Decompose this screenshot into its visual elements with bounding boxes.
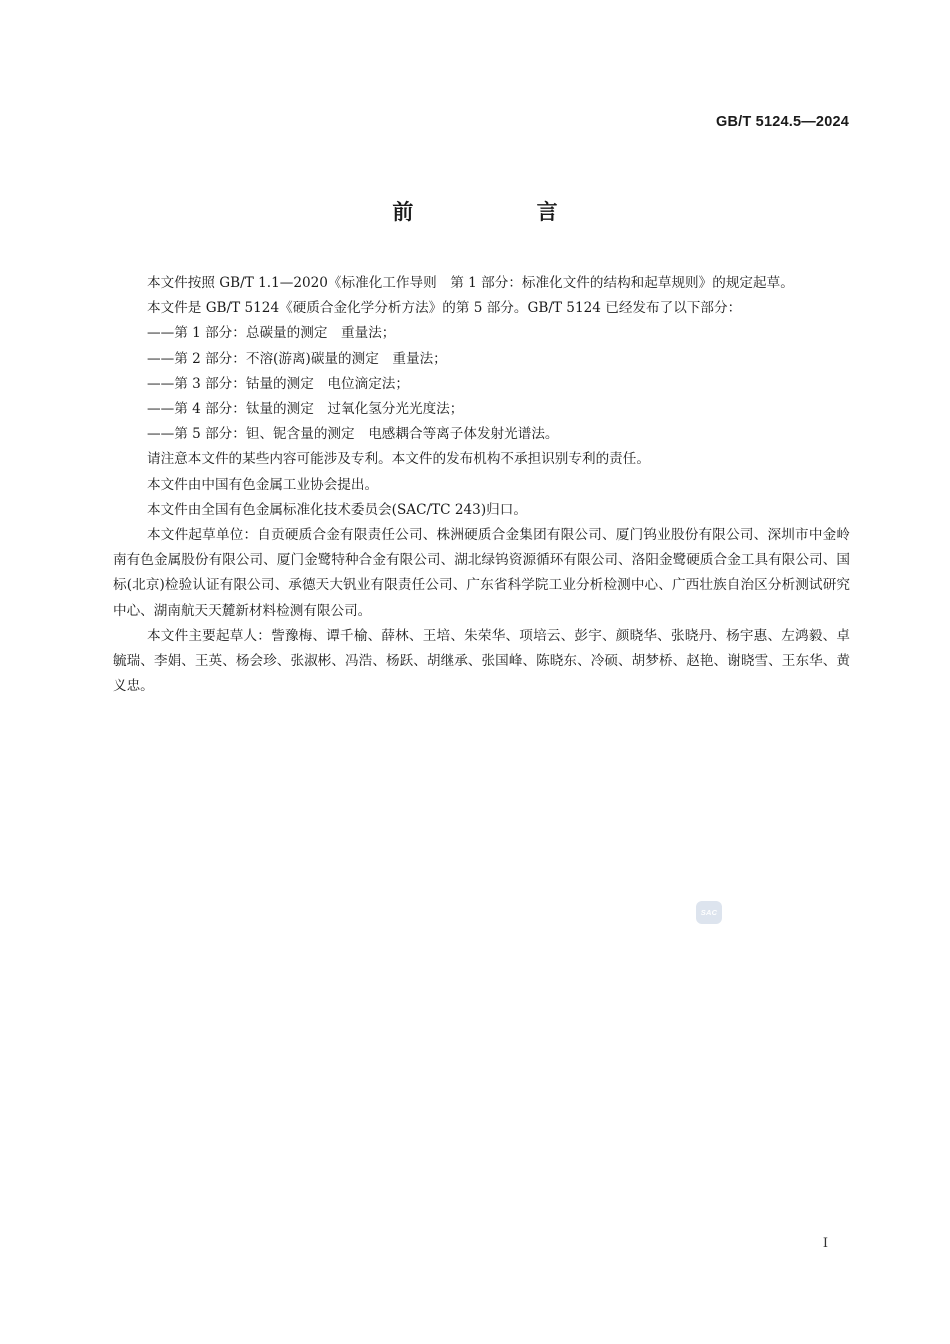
paragraph-proposer: 本文件由中国有色金属工业协会提出。 — [147, 476, 379, 493]
list-item-part-2: ——第 2 部分：不溶(游离)碳量的测定 重量法； — [147, 350, 447, 367]
paragraph-series-intro: 本文件是 GB/T 5124《硬质合金化学分析方法》的第 5 部分。GB/T 5124 已经发布了以下部分： — [147, 300, 742, 317]
paragraph-patent-notice: 请注意本文件的某些内容可能涉及专利。本文件的发布机构不承担识别专利的责任。 — [147, 451, 650, 468]
paragraph-committee: 本文件由全国有色金属标准化技术委员会(SAC/TC 243)归口。 — [147, 501, 527, 518]
paragraph-drafting-basis: 本文件按照 GB/T 1.1—2020《标准化工作导则 第 1 部分：标准化文件的结构和起草规则》的规定起草。 — [147, 275, 794, 291]
paragraph-drafting-units: 本文件起草单位：自贡硬质合金有限责任公司、株洲硬质合金集团有限公司、厦门钨业股份有限公司、深圳市中金岭南有色金属股份有限公司、厦门金鹭特种合金有限公司、湖北绿钨资源循环有限公司、洛阳金鹭硬质合金工具有限公司、国标(北京)检验认证有限公司、承德天大钒业有限责任公司、广东省科学院工业分析检测中心、广西壮族自治区分析测试研究中心、湖南航天天麓新材料检测有限公司。 — [113, 527, 850, 619]
list-item-part-1: ——第 1 部分：总碳量的测定 重量法； — [147, 325, 396, 342]
list-item-part-5: ——第 5 部分：钽、铌含量的测定 电感耦合等离子体发射光谱法。 — [147, 426, 559, 443]
paragraph-drafters: 本文件主要起草人：訾豫梅、谭千榆、薛林、王培、朱荣华、项培云、彭宇、颜晓华、张晓丹、杨宇惠、左鸿毅、卓毓瑞、李娟、王英、杨会珍、张淑彬、冯浩、杨跃、胡继承、张国峰、陈晓东、冷硕、胡梦桥、赵艳、谢晓雪、王东华、黄义忠。 — [113, 627, 850, 695]
sac-watermark-logo: SAC — [696, 901, 722, 924]
standard-code: GB/T 5124.5—2024 — [716, 114, 849, 130]
list-item-part-3: ——第 3 部分：钴量的测定 电位滴定法； — [147, 375, 409, 392]
foreword-body — [113, 271, 850, 699]
list-item-part-4: ——第 4 部分：钛量的测定 过氧化氢分光光度法； — [147, 401, 464, 418]
page-title: 前 言 — [392, 200, 616, 224]
page-number: I — [822, 1236, 828, 1251]
